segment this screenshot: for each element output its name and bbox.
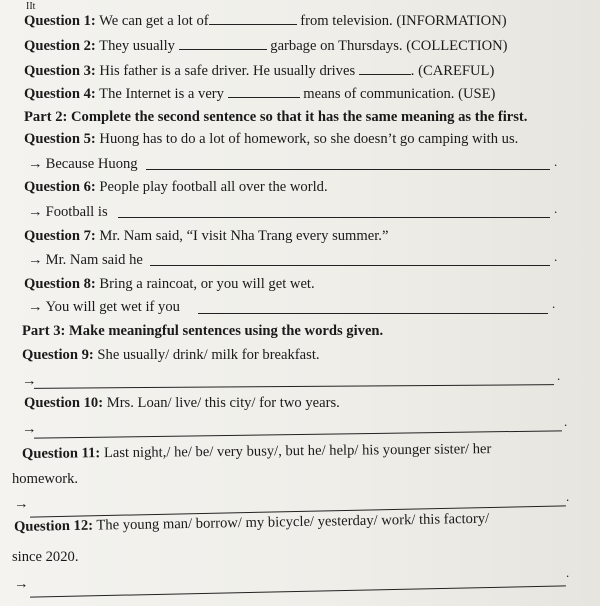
question-1-before: We can get a lot of — [99, 13, 209, 29]
question-12-arrow: → — [14, 576, 29, 592]
question-4-before: The Internet is a very — [99, 86, 224, 102]
question-2-blank[interactable] — [179, 36, 267, 50]
arrow-icon: → — [28, 204, 43, 220]
question-10 — [24, 394, 340, 412]
question-8-answer — [28, 298, 180, 316]
part-3-heading: Part 3: Make meaningful sentences using the words given. — [22, 323, 384, 339]
question-8 — [24, 275, 315, 293]
question-8-end-dot: . — [552, 296, 556, 311]
question-4-after: means of communication. — [303, 86, 455, 102]
question-10-arrow: → — [22, 421, 37, 437]
question-12-text: The young man/ borrow/ my bicycle/ yesterday/ work/ this factory/ — [96, 510, 490, 534]
question-5-answer-line[interactable] — [146, 169, 550, 170]
question-4 — [24, 84, 495, 103]
question-9-end-dot: . — [557, 368, 561, 383]
question-2-hint: (COLLECTION) — [406, 38, 508, 54]
question-3-after: . — [410, 63, 415, 79]
question-7 — [24, 227, 388, 245]
question-9-text: She usually/ drink/ milk for breakfast. — [97, 347, 320, 363]
question-7-text: Mr. Nam said, “I visit Nha Trang every summer.” — [99, 228, 389, 244]
question-12 — [14, 510, 489, 536]
question-2 — [24, 36, 508, 55]
question-3-blank[interactable] — [359, 61, 411, 75]
question-1-label: Question 1: — [24, 13, 96, 29]
question-7-end-dot: . — [554, 249, 558, 264]
header-mark: IIt — [26, 1, 36, 12]
question-7-starter: Mr. Nam said he — [45, 252, 143, 268]
question-7-label: Question 7: — [24, 228, 96, 244]
question-12-cont: since 2020. — [12, 549, 79, 565]
question-8-text: Bring a raincoat, or you will get wet. — [99, 276, 315, 292]
question-3 — [24, 61, 494, 80]
question-8-answer-line[interactable] — [198, 313, 548, 314]
question-6-end-dot: . — [554, 201, 558, 216]
question-6-answer — [28, 203, 108, 221]
question-4-hint: (USE) — [458, 86, 496, 102]
question-2-label: Question 2: — [24, 38, 96, 54]
question-10-text: Mrs. Loan/ live/ this city/ for two years. — [106, 395, 340, 411]
question-1-after: from television. — [300, 13, 393, 29]
part-2-heading: Part 2: Complete the second sentence so that it has the same meaning as the first. — [24, 109, 528, 125]
question-9-arrow: → — [22, 373, 37, 389]
question-5-end-dot: . — [554, 154, 558, 169]
arrow-icon: → — [28, 156, 43, 172]
question-8-starter: You will get wet if you — [45, 299, 180, 315]
question-11-arrow: → — [14, 496, 29, 512]
question-9-answer-line[interactable] — [34, 384, 554, 389]
question-12-answer-line[interactable] — [30, 585, 566, 597]
question-6 — [24, 178, 328, 196]
question-10-label: Question 10: — [24, 395, 104, 411]
question-11-end-dot: . — [566, 489, 570, 504]
question-4-blank[interactable] — [228, 84, 300, 98]
question-12-label: Question 12: — [13, 517, 94, 535]
question-6-starter: Football is — [45, 204, 108, 220]
question-3-hint: (CAREFUL) — [418, 63, 495, 79]
question-7-answer-line[interactable] — [150, 265, 550, 266]
question-9 — [22, 346, 320, 364]
question-11-cont: homework. — [12, 471, 79, 487]
question-9-label: Question 9: — [22, 347, 94, 363]
question-11-text: Last night,/ he/ be/ very busy/, but he/ help/ his younger sister/ her — [103, 441, 492, 462]
question-5 — [24, 130, 518, 148]
question-10-end-dot: . — [564, 414, 568, 429]
question-5-starter: Because Huong — [45, 156, 138, 172]
question-11 — [22, 440, 492, 463]
question-11-label: Question 11: — [21, 445, 101, 462]
question-5-text: Huong has to do a lot of homework, so she doesn’t go camping with us. — [99, 131, 519, 147]
question-6-text: People play football all over the world. — [99, 179, 328, 195]
question-3-label: Question 3: — [24, 63, 96, 79]
question-12-end-dot: . — [566, 565, 570, 580]
arrow-icon: → — [28, 252, 43, 268]
question-1-blank[interactable] — [209, 11, 297, 25]
question-10-answer-line[interactable] — [34, 430, 562, 438]
arrow-icon: → — [28, 299, 43, 315]
question-8-label: Question 8: — [24, 276, 96, 292]
question-6-answer-line[interactable] — [118, 217, 550, 218]
question-5-answer — [28, 155, 138, 173]
question-2-before: They usually — [99, 38, 175, 54]
question-2-after: garbage on Thursdays. — [270, 38, 403, 54]
question-6-label: Question 6: — [24, 179, 96, 195]
question-5-label: Question 5: — [24, 131, 96, 147]
question-3-before: His father is a safe driver. He usually drives — [99, 63, 356, 79]
question-1 — [24, 11, 507, 30]
question-4-label: Question 4: — [24, 86, 96, 102]
question-7-answer — [28, 251, 143, 269]
question-1-hint: (INFORMATION) — [396, 13, 507, 29]
